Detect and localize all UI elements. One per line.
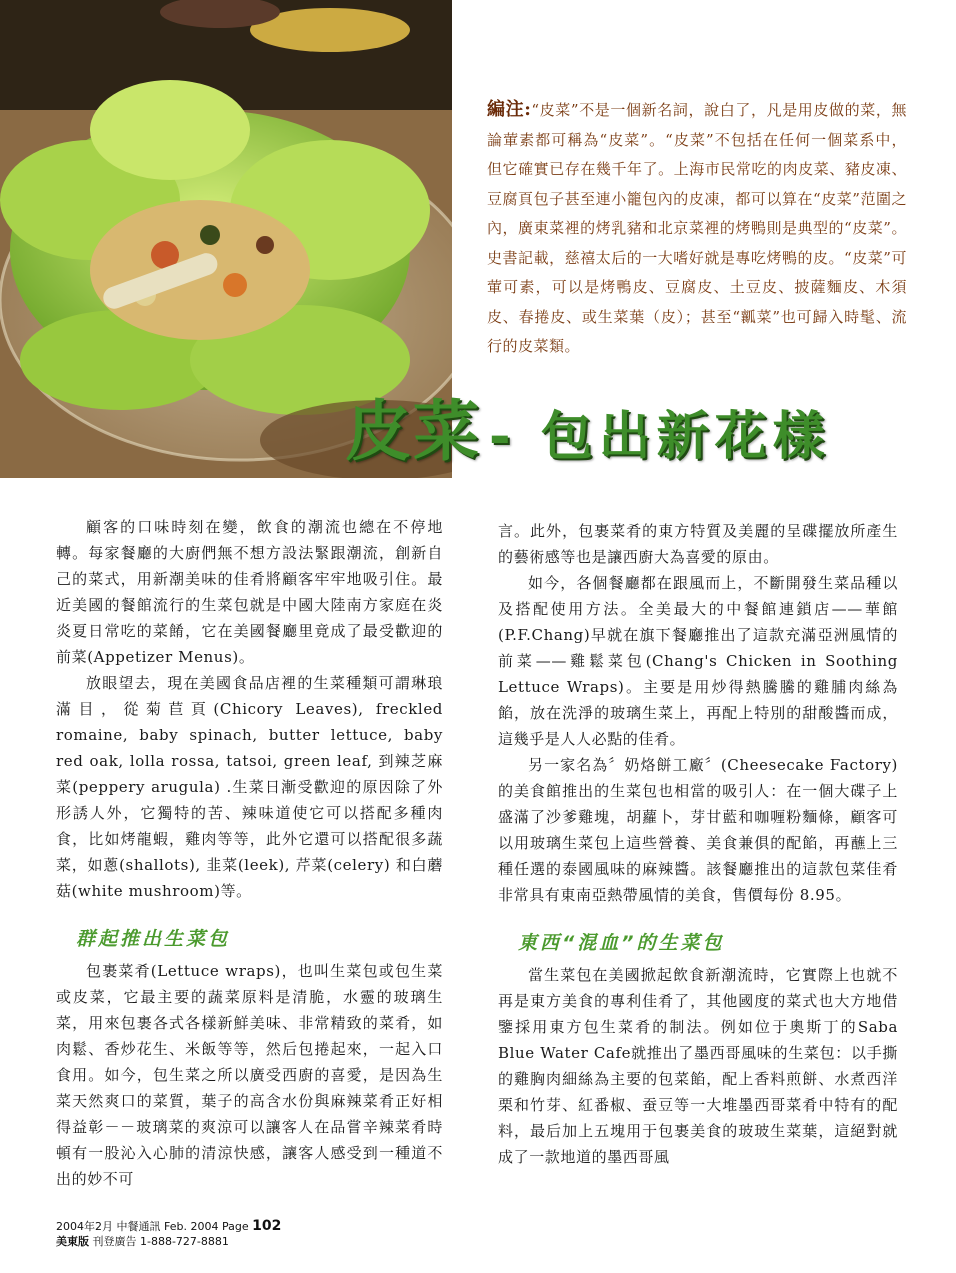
section-heading: 東西“混血”的生菜包 bbox=[518, 932, 725, 954]
paragraph: 當生菜包在美國掀起飲食新潮流時，它實際上也就不再是東方美食的專利佳肴了，其他國度的菜式也大方地借鑒採用東方包生菜肴的制法。例如位于奧斯丁的Saba Blue Water Cafe就推出了墨西哥風味的生菜包：以手撕的雞胸肉細絲為主要的包菜餡，配上香料煎餅、水煮西洋栗和竹芽、紅番椒、蚕豆等一大堆墨西哥菜肴中特有的配料，最后加上五塊用于包裹美食的玻玻生菜葉，這絕對就成了一款地道的墨西哥風 bbox=[498, 966, 898, 1166]
footer-line-1 bbox=[56, 1219, 281, 1234]
footer-line-2 bbox=[56, 1234, 281, 1249]
editor-note bbox=[487, 95, 907, 362]
footer-magazine: 中餐通訊 bbox=[116, 1220, 161, 1233]
article-title bbox=[345, 378, 831, 473]
editor-note-text: “皮菜”不是一個新名詞，說白了，凡是用皮做的菜，無論葷素都可稱為“皮菜”。“皮菜”不包括在任何一個菜系中，但它確實已存在幾千年了。上海市民常吃的肉皮菜、豬皮凍、豆腐頁包子甚至連小籠包內的皮凍，都可以算在“皮菜”范圍之內，廣東菜裡的烤乳豬和北京菜裡的烤鴨則是典型的“皮菜”。史書記載，慈禧太后的一大嗜好就是專吃烤鴨的皮。“皮菜”可葷可素，可以是烤鴨皮、豆腐皮、土豆皮、披薩麵皮、木須皮、春捲皮、或生菜葉（皮）；甚至“瓤菜”也可歸入時髦、流行的皮菜類。 bbox=[487, 101, 907, 355]
footer-page-label: Page bbox=[221, 1220, 249, 1233]
left-column bbox=[56, 514, 443, 1192]
paragraph: 顧客的口味時刻在變，飲食的潮流也總在不停地轉。每家餐廳的大廚們無不想方設法緊跟潮流，創新自己的菜式，用新潮美味的佳肴將顧客牢牢地吸引住。最近美國的餐館流行的生菜包就是中國大陸南方家庭在炎炎夏日常吃的菜餚，它在美國餐廳里竟成了最受歡迎的前菜(Appetizer Menus)。 bbox=[56, 518, 443, 666]
paragraph: 包裹菜肴(Lettuce wraps)，也叫生菜包或包生菜或皮菜，它最主要的蔬菜原料是清脆，水靈的玻璃生菜，用來包裹各式各樣新鮮美味、非常精致的菜肴，如肉鬆、香炒花生、米飯等等，然后包捲起來，一起入口食用。如今，包生菜之所以廣受西廚的喜愛，是因為生菜天然爽口的菜質，葉子的高含水份與麻辣菜肴正好相得益彰－－玻璃菜的爽涼可以讓客人在品嘗辛辣菜肴時頓有一股沁入心肺的清涼快感，讓客人感受到一種道不出的妙不可 bbox=[56, 962, 443, 1188]
title-sub: - 包出新花樣 bbox=[489, 407, 831, 467]
paragraph: 另一家名為〞奶烙餅工廠〞(Cheesecake Factory)的美食館推出的生菜包也相當的吸引人：在一個大碟子上盛滿了沙爹雞塊，胡蘿卜，芽甘藍和咖喱粉麵條，顧客可以用玻璃生菜包上這些營養、美食兼俱的配餡，再蘸上三種任選的泰國風味的麻辣醬。該餐廳推出的這款包菜佳肴非常具有東南亞熱帶風情的美食，售價每份 8.95。 bbox=[498, 756, 898, 904]
editor-note-label: 編注: bbox=[487, 99, 532, 120]
page-number: 102 bbox=[252, 1218, 282, 1234]
footer-ad-label: 刊登廣告 bbox=[92, 1235, 137, 1248]
footer-edition: 美東版 bbox=[56, 1235, 89, 1248]
paragraph: 放眼望去，現在美國食品店裡的生菜種類可謂琳琅滿目，從菊苣頁(Chicory Leaves), freckled romaine, baby spinach, butter lettuce, baby red oak, lolla rossa, tatsoi, green leaf, 到辣芝麻菜(peppery arugula) .生菜日漸受歡迎的原因除了外形誘人外，它獨特的苦、辣味道使它可以搭配多種肉食，比如烤龍蝦，雞肉等等，此外它還可以搭配很多蔬菜，如蔥(shallots), 韭菜(leek), 芹菜(celery) 和白蘑菇(white mushroom)等。 bbox=[56, 674, 443, 900]
right-column bbox=[498, 518, 898, 1170]
paragraph: 如今，各個餐廳都在跟風而上，不斷開發生菜品種以及搭配使用方法。全美最大的中餐館連鎖店——華館(P.F.Chang)早就在旗下餐廳推出了這款充滿亞洲風情的前菜——雞鬆菜包(Chang's Chicken in Soothing Lettuce Wraps)。主要是用炒得熱騰騰的雞脯肉絲為餡，放在洗淨的玻璃生菜上，再配上特別的甜酸醬而成，這幾乎是人人必點的佳肴。 bbox=[498, 574, 898, 748]
paragraph: 言。此外，包裹菜肴的東方特質及美麗的呈碟擺放所產生的藝術感等也是讓西廚大為喜愛的原由。 bbox=[498, 522, 898, 566]
page-footer bbox=[56, 1219, 281, 1249]
footer-date: 2004年2月 bbox=[56, 1220, 113, 1233]
section-heading: 群起推出生菜包 bbox=[76, 928, 231, 950]
footer-phone: 1-888-727-8881 bbox=[140, 1235, 229, 1248]
footer-issue: Feb. 2004 bbox=[164, 1220, 219, 1233]
title-main: 皮菜 bbox=[345, 393, 481, 470]
